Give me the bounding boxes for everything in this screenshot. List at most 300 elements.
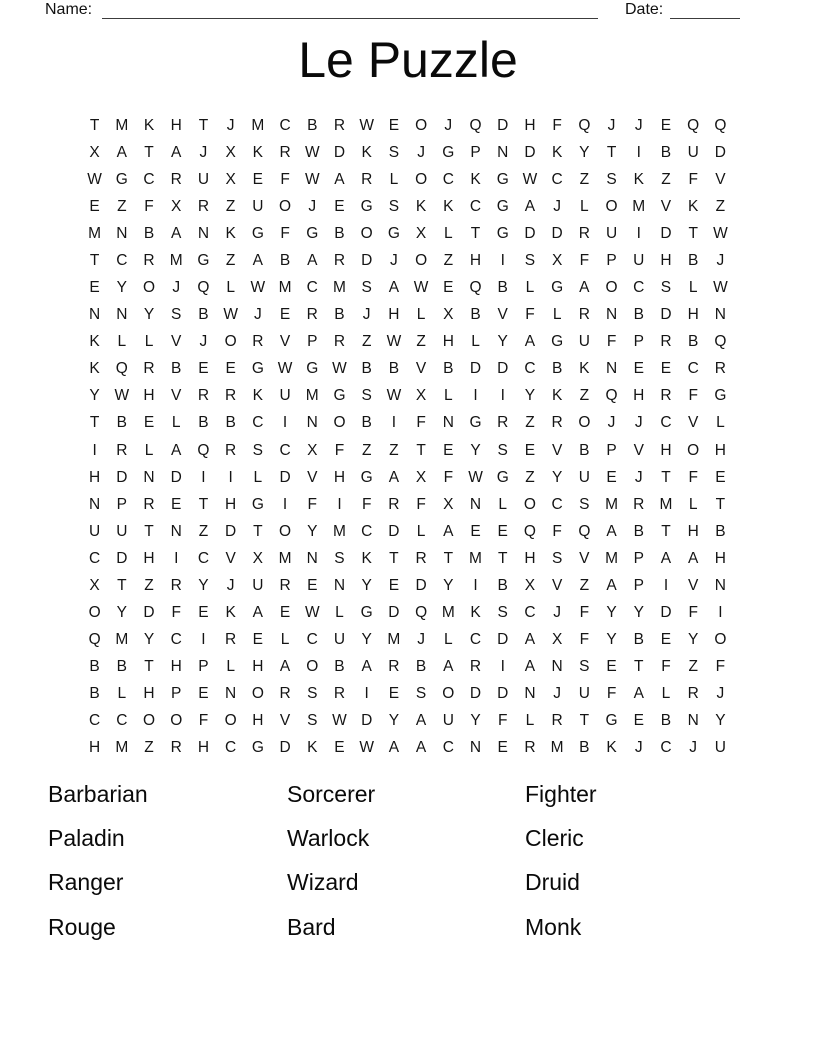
grid-letter: R (333, 333, 346, 351)
grid-letter: S (171, 306, 182, 324)
grid-letter: B (225, 414, 236, 432)
grid-letter: E (633, 712, 644, 730)
grid-letter: E (606, 468, 617, 486)
grid-letter: L (226, 658, 235, 676)
grid-letter: K (89, 333, 100, 351)
grid-letter: S (551, 549, 563, 567)
grid-letter: W (713, 279, 728, 297)
grid-letter: H (252, 658, 264, 676)
grid-letter: D (551, 224, 563, 242)
grid-letter: C (197, 549, 210, 567)
grid-letter: X (524, 576, 536, 594)
grid-letter: P (606, 251, 617, 269)
grid-letter: A (388, 468, 400, 486)
grid-letter: Y (443, 576, 454, 594)
grid-letter: C (306, 631, 318, 649)
grid-letter: V (688, 414, 699, 432)
grid-letter: S (579, 495, 590, 513)
grid-letter: I (473, 576, 478, 594)
grid-letter: E (633, 360, 644, 378)
name-label: Name: (45, 1, 93, 18)
grid-letter: H (197, 739, 210, 757)
grid-letter: C (660, 414, 672, 432)
grid-letter: X (551, 251, 563, 269)
grid-letter: V (279, 333, 291, 351)
grid-letter: L (525, 279, 535, 297)
grid-letter: N (469, 495, 482, 513)
grid-letter: T (688, 224, 698, 242)
grid-letter: O (88, 604, 101, 622)
date-label: Date: (625, 1, 664, 18)
grid-letter: A (252, 604, 264, 622)
grid-letter: R (143, 251, 155, 269)
word-item: Rouge (48, 913, 116, 940)
grid-letter: W (223, 306, 238, 324)
grid-letter: X (225, 143, 236, 161)
grid-letter: Z (389, 441, 399, 459)
grid-letter: M (251, 116, 265, 134)
grid-letter: N (497, 143, 509, 161)
grid-letter: A (334, 170, 345, 188)
grid-letter: J (226, 576, 235, 594)
grid-letter: Y (606, 631, 617, 649)
grid-letter: J (199, 333, 208, 351)
grid-letter: N (89, 306, 101, 324)
grid-letter: D (524, 224, 536, 242)
grid-letter: B (497, 279, 508, 297)
grid-letter: B (551, 360, 563, 378)
grid-letter: Z (688, 658, 698, 676)
grid-letter: J (199, 143, 208, 161)
grid-letter: E (334, 197, 345, 215)
grid-letter: V (660, 197, 672, 215)
grid-letter: A (171, 143, 182, 161)
grid-letter: V (688, 576, 699, 594)
grid-letter: X (307, 441, 318, 459)
grid-letter: G (469, 414, 482, 432)
word-item: Paladin (48, 825, 125, 852)
grid-letter: T (497, 549, 508, 567)
grid-letter: Y (307, 522, 318, 540)
grid-letter: V (497, 306, 508, 324)
grid-letter: X (415, 468, 427, 486)
grid-letter: C (551, 495, 563, 513)
grid-letter: G (333, 387, 346, 405)
grid-letter: J (417, 143, 425, 161)
grid-letter: F (525, 306, 535, 324)
grid-letter: H (687, 306, 699, 324)
grid-letter: Z (225, 197, 236, 215)
grid-letter: P (171, 685, 182, 703)
grid-letter: J (308, 197, 317, 215)
grid-letter: X (551, 631, 563, 649)
grid-letter: J (689, 739, 698, 757)
grid-letter: E (660, 116, 672, 134)
grid-letter: V (225, 549, 236, 567)
grid-letter: L (443, 631, 453, 649)
grid-letter: F (361, 495, 372, 513)
grid-letter: U (442, 712, 454, 730)
grid-letter: T (661, 468, 671, 486)
grid-letter: A (579, 279, 590, 297)
grid-letter: H (442, 333, 454, 351)
grid-letter: K (688, 197, 699, 215)
grid-letter: G (251, 360, 264, 378)
grid-letter: O (360, 224, 373, 242)
grid-letter: Z (525, 468, 535, 486)
grid-letter: D (469, 360, 482, 378)
grid-letter: G (360, 468, 373, 486)
grid-letter: P (606, 441, 617, 459)
grid-letter: M (115, 739, 129, 757)
grid-letter: J (634, 739, 643, 757)
grid-letter: W (386, 333, 402, 351)
grid-letter: T (661, 522, 671, 540)
grid-letter: W (468, 468, 483, 486)
grid-letter: Q (605, 387, 618, 405)
grid-letter: F (715, 658, 726, 676)
grid-letter: B (579, 739, 590, 757)
grid-letter: D (469, 685, 482, 703)
grid-letter: N (143, 468, 155, 486)
grid-letter: H (524, 116, 536, 134)
grid-letter: W (114, 387, 130, 405)
grid-letter: F (661, 658, 671, 676)
grid-letter: Z (661, 170, 671, 188)
grid-letter: E (225, 360, 236, 378)
grid-letter: O (578, 414, 591, 432)
grid-letter: D (497, 685, 509, 703)
grid-letter: N (116, 224, 128, 242)
grid-letter: L (253, 468, 263, 486)
grid-letter: X (89, 576, 100, 594)
grid-letter: L (443, 387, 453, 405)
grid-letter: H (660, 251, 672, 269)
grid-letter: B (89, 658, 100, 676)
grid-letter: S (579, 658, 590, 676)
grid-letter: J (634, 468, 643, 486)
grid-letter: I (337, 495, 342, 513)
grid-letter: E (388, 685, 400, 703)
grid-letter: R (361, 170, 373, 188)
grid-letter: A (415, 739, 427, 757)
grid-letter: D (388, 604, 400, 622)
grid-letter: Y (116, 279, 127, 297)
grid-letter: H (333, 468, 346, 486)
puzzle-title: Le Puzzle (298, 32, 518, 88)
grid-letter: A (688, 549, 699, 567)
grid-letter: O (687, 441, 700, 459)
grid-letter: R (469, 658, 482, 676)
grid-letter: E (388, 116, 400, 134)
grid-letter: B (688, 333, 699, 351)
grid-letter: T (144, 658, 154, 676)
grid-letter: D (497, 116, 509, 134)
grid-letter: E (198, 604, 209, 622)
grid-letter: Y (633, 604, 644, 622)
grid-letter: F (497, 712, 508, 730)
grid-letter: R (687, 685, 699, 703)
grid-letter: C (660, 739, 672, 757)
grid-letter: Z (361, 333, 372, 351)
grid-letter: G (251, 224, 264, 242)
grid-letter: J (553, 604, 562, 622)
grid-letter: J (634, 116, 643, 134)
grid-letter: J (172, 279, 181, 297)
grid-letter: T (89, 116, 100, 134)
grid-letter: J (226, 116, 235, 134)
grid-letter: D (361, 251, 373, 269)
grid-letter: E (89, 279, 100, 297)
grid-letter: O (333, 414, 346, 432)
grid-letter: O (523, 495, 536, 513)
grid-letter: B (633, 522, 644, 540)
grid-letter: W (359, 739, 374, 757)
grid-letter: U (252, 576, 264, 594)
grid-letter: A (388, 279, 400, 297)
grid-letter: V (171, 333, 182, 351)
grid-letter: Y (89, 387, 100, 405)
grid-letter: R (143, 495, 155, 513)
grid-letter: W (304, 170, 320, 188)
grid-letter: K (361, 143, 372, 161)
grid-letter: F (606, 685, 617, 703)
grid-letter: B (279, 251, 291, 269)
grid-letter: I (636, 224, 641, 242)
grid-letter: F (688, 387, 698, 405)
grid-letter: M (333, 522, 346, 540)
grid-letter: L (335, 604, 344, 622)
word-item: Druid (525, 869, 580, 896)
grid-letter: O (224, 333, 237, 351)
grid-letter: T (144, 143, 154, 161)
grid-letter: T (715, 495, 726, 513)
grid-letter: L (498, 495, 508, 513)
grid-letter: W (332, 360, 347, 378)
grid-letter: R (551, 712, 563, 730)
grid-letter: F (198, 712, 209, 730)
grid-letter: S (415, 685, 427, 703)
grid-letter: U (333, 631, 346, 649)
grid-letter: Y (579, 143, 590, 161)
grid-letter: O (279, 197, 292, 215)
grid-letter: I (636, 143, 641, 161)
grid-letter: K (443, 197, 454, 215)
grid-letter: G (496, 224, 509, 242)
grid-letter: C (551, 170, 563, 188)
grid-letter: B (89, 685, 100, 703)
grid-letter: G (551, 279, 564, 297)
grid-letter: A (606, 522, 617, 540)
grid-letter: F (280, 170, 290, 188)
grid-letter: D (415, 576, 427, 594)
grid-letter: O (605, 279, 618, 297)
grid-letter: E (252, 170, 264, 188)
grid-letter: R (333, 685, 346, 703)
grid-letter: F (443, 468, 454, 486)
grid-letter: C (469, 631, 482, 649)
grid-letter: L (171, 414, 181, 432)
word-item: Warlock (287, 825, 370, 852)
grid-letter: E (198, 685, 209, 703)
grid-letter: U (578, 685, 590, 703)
grid-letter: J (716, 251, 725, 269)
grid-letter: L (416, 306, 426, 324)
word-search-grid (81, 112, 734, 762)
grid-letter: D (279, 739, 291, 757)
grid-letter: U (116, 522, 128, 540)
grid-letter: C (89, 712, 101, 730)
grid-letter: V (715, 170, 726, 188)
grid-letter: T (470, 224, 481, 242)
grid-letter: M (115, 116, 129, 134)
grid-letter: T (416, 441, 426, 459)
grid-letter: O (142, 279, 156, 297)
grid-letter: S (307, 712, 318, 730)
grid-letter: D (497, 360, 509, 378)
grid-letter: L (552, 306, 562, 324)
grid-letter: I (718, 604, 723, 622)
grid-letter: Z (117, 197, 127, 215)
grid-letter: B (116, 658, 127, 676)
name-blank-line (102, 18, 598, 19)
grid-letter: D (143, 604, 155, 622)
grid-letter: L (716, 414, 725, 432)
grid-letter: H (143, 685, 155, 703)
grid-letter: Q (687, 116, 700, 134)
grid-letter: M (278, 549, 292, 567)
grid-letter: L (416, 522, 426, 540)
grid-letter: D (524, 143, 536, 161)
grid-letter: Z (443, 251, 454, 269)
grid-letter: F (688, 170, 698, 188)
grid-letter: Y (715, 712, 726, 730)
grid-letter: F (171, 604, 181, 622)
grid-letter: A (252, 251, 264, 269)
grid-letter: G (251, 739, 264, 757)
grid-letter: A (171, 224, 182, 242)
grid-letter: S (334, 549, 345, 567)
grid-letter: N (469, 739, 482, 757)
grid-letter: S (497, 441, 508, 459)
grid-letter: M (659, 495, 673, 513)
grid-letter: A (443, 658, 454, 676)
grid-letter: G (306, 224, 319, 242)
grid-letter: F (280, 224, 290, 242)
grid-letter: B (143, 224, 155, 242)
grid-letter: I (174, 549, 179, 567)
grid-letter: J (716, 685, 725, 703)
grid-letter: F (579, 631, 590, 649)
grid-letter: B (171, 360, 182, 378)
grid-letter: H (714, 549, 726, 567)
grid-letter: R (170, 576, 182, 594)
grid-letter: D (361, 712, 373, 730)
grid-letter: R (143, 360, 155, 378)
grid-letter: E (606, 658, 617, 676)
grid-letter: L (580, 197, 589, 215)
grid-letter: B (198, 414, 209, 432)
grid-letter: T (198, 495, 209, 513)
grid-letter: U (687, 143, 699, 161)
grid-letter: B (307, 116, 318, 134)
grid-letter: D (279, 468, 291, 486)
grid-letter: W (713, 224, 728, 242)
grid-letter: C (279, 441, 291, 459)
grid-letter: F (416, 495, 426, 513)
grid-letter: E (252, 631, 264, 649)
grid-letter: L (688, 495, 698, 513)
grid-letter: R (252, 333, 264, 351)
grid-letter: L (226, 279, 235, 297)
grid-letter: Z (525, 414, 535, 432)
grid-letter: B (361, 414, 372, 432)
grid-letter: B (579, 441, 590, 459)
grid-letter: I (228, 468, 233, 486)
grid-letter: Z (579, 387, 590, 405)
grid-letter: B (715, 522, 726, 540)
grid-letter: Y (470, 712, 481, 730)
grid-letter: K (252, 387, 264, 405)
grid-letter: B (660, 143, 672, 161)
grid-letter: W (277, 360, 293, 378)
grid-letter: Y (524, 387, 536, 405)
grid-letter: B (633, 631, 644, 649)
grid-letter: W (413, 279, 429, 297)
grid-letter: J (417, 631, 425, 649)
grid-letter: A (633, 685, 644, 703)
grid-letter: S (388, 197, 400, 215)
grid-letter: K (470, 604, 481, 622)
grid-letter: C (442, 739, 454, 757)
grid-letter: B (633, 306, 644, 324)
grid-letter: N (605, 306, 618, 324)
grid-letter: R (388, 658, 400, 676)
grid-letter: M (469, 549, 482, 567)
grid-letter: C (279, 116, 291, 134)
grid-letter: R (714, 360, 726, 378)
grid-letter: D (170, 468, 182, 486)
grid-letter: B (334, 224, 345, 242)
grid-letter: S (497, 604, 508, 622)
grid-letter: I (500, 658, 505, 676)
grid-letter: X (252, 549, 264, 567)
grid-letter: C (524, 360, 536, 378)
grid-letter: T (89, 414, 100, 432)
grid-letter: Y (143, 631, 155, 649)
grid-letter: Z (715, 197, 726, 215)
grid-letter: K (551, 387, 563, 405)
grid-letter: A (361, 658, 372, 676)
grid-letter: S (307, 685, 318, 703)
grid-letter: E (198, 360, 209, 378)
grid-letter: U (279, 387, 291, 405)
grid-letter: Y (143, 306, 155, 324)
grid-letter: U (578, 468, 590, 486)
grid-letter: Z (416, 333, 426, 351)
grid-letter: U (605, 224, 618, 242)
grid-letter: J (390, 251, 398, 269)
word-list-column-2 (287, 772, 375, 950)
grid-letter: N (170, 522, 182, 540)
grid-letter: W (87, 170, 102, 188)
word-item: Cleric (525, 825, 584, 852)
grid-letter: K (252, 143, 264, 161)
grid-letter: N (197, 224, 210, 242)
grid-letter: F (579, 604, 590, 622)
grid-letter: O (415, 170, 428, 188)
grid-letter: C (469, 197, 482, 215)
